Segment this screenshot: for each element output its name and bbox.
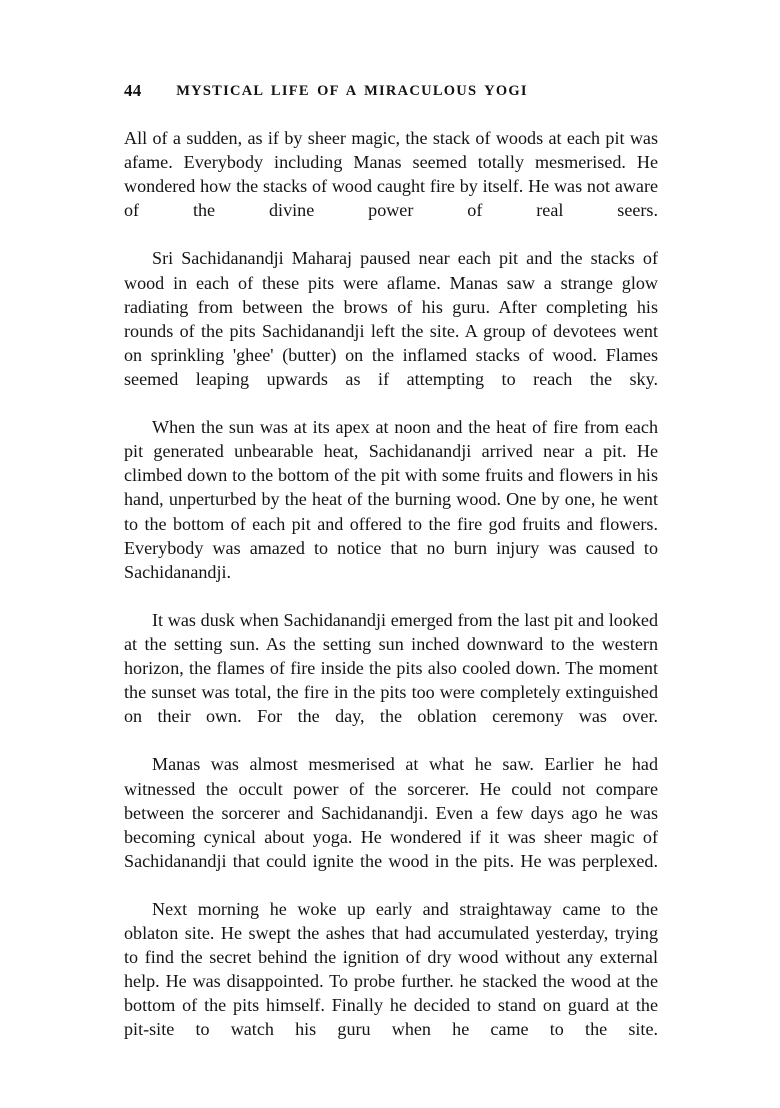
page-number: 44 bbox=[124, 81, 142, 100]
paragraph: It was dusk when Sachidanandji emerged from the last pit and looked at the setting sun. As the setting sun inched downward to the western horizon, the flames of fire inside the pits also cooled down. The moment the sunset was total, the fire in the pits too were completely extinguished on their own. For the day, the oblation ceremony was over. bbox=[124, 609, 658, 727]
paragraph: Next morning he woke up early and straightaway came to the oblaton site. He swept the ashes that had accumulated yesterday, trying to find the secret behind the ignition of dry wood without any external help. He was disappointed. To probe further. he stacked the wood at the bottom of the pits himself. Finally he decided to stand on guard at the pit-site to watch his guru when he came to the site. bbox=[124, 899, 658, 1040]
paragraph: All of a sudden, as if by sheer magic, the stack of woods at each pit was afame. Everybody including Manas seemed totally mesmerised. He wondered how the stacks of wood caught fire by itself. He was not aware of the divine power of real seers. bbox=[124, 128, 658, 221]
body-text bbox=[124, 126, 658, 1066]
running-head-title: MYSTICAL LIFE OF A MIRACULOUS YOGI bbox=[176, 83, 528, 99]
paragraph: Sri Sachidanandji Maharaj paused near each pit and the stacks of wood in each of these pits were aflame. Manas saw a strange glow radiating from between the brows of his guru. After completing his rounds of the pits Sachidanandji left the site. A group of devotees went on sprinkling 'ghee' (butter) on the inflamed stacks of wood. Flames seemed leaping upwards as if attempting to reach the sky. bbox=[124, 248, 658, 389]
paragraph: When the sun was at its apex at noon and the heat of fire from each pit generated unbearable heat, Sachidanandji arrived near a pit. He climbed down to the bottom of the pit with some fruits and flowers in his hand, unperturbed by the heat of the burning wood. One by one, he went to the bottom of each pit and offered to the fire god fruits and flowers. Everybody was amazed to notice that no burn injury was caused to Sachidanandji. bbox=[124, 417, 658, 582]
running-head bbox=[124, 80, 658, 102]
paragraph: Manas was almost mesmerised at what he saw. Earlier he had witnessed the occult power of the sorcerer. He could not compare between the sorcerer and Sachidanandji. Even a few days ago he was becoming cynical about yoga. He wondered if it was sheer magic of Sachidanandji that could ignite the wood in the pits. He was perplexed. bbox=[124, 754, 658, 871]
